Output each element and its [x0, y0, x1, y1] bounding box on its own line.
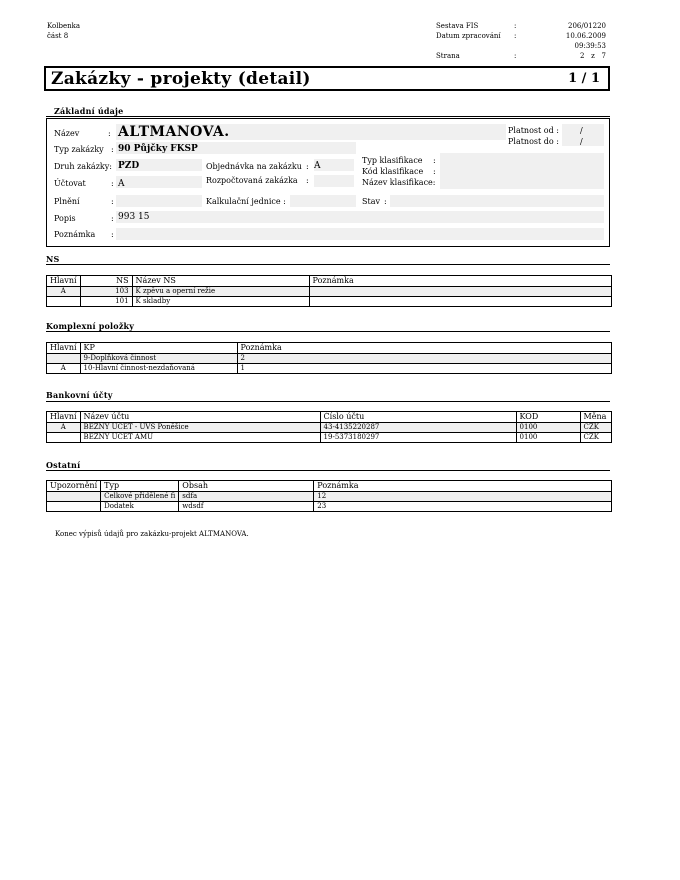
section-ns-title: NS — [46, 254, 60, 264]
bank-table — [46, 411, 612, 443]
table-cell — [309, 297, 611, 307]
table-cell — [47, 492, 101, 502]
column-header: Hlavní — [47, 412, 81, 423]
colon: : — [433, 156, 436, 165]
table-cell: 101 — [80, 297, 132, 307]
popis-field-bg — [116, 211, 604, 223]
other-table — [46, 480, 612, 512]
table-cell: 1 — [237, 364, 611, 374]
colon: : — [111, 197, 114, 206]
table-cell: 10-Hlavní činnost-nezdaňovaná — [80, 364, 237, 374]
table-row — [47, 502, 612, 512]
nazev-value: ALTMANOVA. — [118, 124, 230, 140]
table-cell: BĚŽNÝ ÚČET AMU — [80, 433, 320, 443]
table-cell: K skladby — [132, 297, 309, 307]
platnost-od-label: Platnost od : — [508, 126, 559, 135]
colon: : — [111, 214, 114, 223]
title-box — [44, 66, 610, 91]
colon: : — [108, 129, 111, 138]
colon: : — [306, 162, 309, 171]
colon: : — [111, 145, 114, 154]
table-cell: sdfa — [179, 492, 314, 502]
platnost-do-value: / — [580, 137, 583, 146]
table-row — [47, 354, 612, 364]
section-basic-title: Základní údaje — [54, 106, 124, 116]
poznamka-label: Poznámka — [54, 230, 96, 239]
colon: : — [384, 197, 387, 206]
column-header: KP — [80, 343, 237, 354]
popis-value: 993 15 — [118, 212, 150, 222]
platnost-do-label: Platnost do : — [508, 137, 559, 146]
column-header: Upozornění — [47, 481, 101, 492]
report-label: Sestava FIS — [436, 22, 479, 30]
column-header: Hlavní — [47, 276, 81, 287]
table-cell — [47, 433, 81, 443]
title-page-number: 1 / 1 — [568, 71, 600, 86]
ucet-field-bg — [116, 176, 202, 188]
rozpocet-field-bg — [314, 175, 354, 187]
table-cell: CZK — [580, 433, 611, 443]
table-cell: 9-Doplňková činnost — [80, 354, 237, 364]
colon: : — [306, 176, 309, 185]
column-header: KOD — [516, 412, 580, 423]
table-row — [47, 492, 612, 502]
druh-label: Druh zakázky: — [54, 162, 112, 171]
table-cell: 43-4135220287 — [320, 423, 516, 433]
column-header: Číslo účtu — [320, 412, 516, 423]
platnost-od-value: / — [580, 126, 583, 135]
column-header: Poznámka — [237, 343, 611, 354]
table-cell: A — [47, 423, 81, 433]
table-cell: BĚŽNÝ ÚČET - ÚVS Poněšice — [80, 423, 320, 433]
column-header: Typ — [101, 481, 179, 492]
footer-note: Konec výpisů údajů pro zakázku-projekt ALTMANOVA. — [55, 530, 249, 538]
typ-klasifikace-label: Typ klasifikace — [362, 156, 423, 165]
part-label: část 8 — [47, 32, 69, 40]
plneni-field-bg — [116, 195, 202, 207]
table-row — [47, 287, 612, 297]
column-header: Měna — [580, 412, 611, 423]
table-header-row — [47, 481, 612, 492]
date-label: Datum zpracování — [436, 32, 501, 40]
ucet-label: Účtovat — [54, 179, 86, 188]
table-cell: 12 — [314, 492, 612, 502]
colon: : — [111, 179, 114, 188]
klasifikace-field-bg — [440, 153, 604, 189]
report-value: 206/01220 — [568, 22, 606, 30]
rozpocet-label: Rozpočtovaná zakázka — [206, 176, 298, 185]
column-header: Obsah — [179, 481, 314, 492]
column-header: NS — [80, 276, 132, 287]
table-row — [47, 364, 612, 374]
ucet-value: A — [118, 179, 125, 189]
page-label: Strana — [436, 52, 460, 60]
column-header: Hlavní — [47, 343, 81, 354]
section-other-title: Ostatní — [46, 460, 81, 470]
nazev-label: Název — [54, 129, 80, 138]
table-cell: K zpěvu a operní režie — [132, 287, 309, 297]
table-cell — [47, 354, 81, 364]
popis-label: Popis — [54, 214, 76, 223]
divider — [46, 331, 610, 332]
column-header: Poznámka — [314, 481, 612, 492]
table-cell: Celkové přidělené fi — [101, 492, 179, 502]
kalk-field-bg — [290, 195, 356, 207]
section-kp-title: Komplexní položky — [46, 321, 135, 331]
page-title: Zakázky - projekty (detail) — [51, 69, 311, 89]
table-cell — [309, 287, 611, 297]
ns-table — [46, 275, 612, 307]
kod-klasifikace-label: Kód klasifikace — [362, 167, 424, 176]
section-bank-title: Bankovní účty — [46, 390, 113, 400]
organization-name: Kolbenka — [47, 22, 81, 30]
table-row — [47, 433, 612, 443]
table-cell — [47, 297, 81, 307]
table-row — [47, 423, 612, 433]
stav-field-bg — [390, 195, 604, 207]
objednavka-value: A — [314, 161, 321, 171]
colon: : — [433, 167, 436, 176]
divider — [46, 264, 610, 265]
table-cell — [47, 502, 101, 512]
nazev-klasifikace-label: Název klasifikace: — [362, 178, 436, 187]
druh-value: PZD — [118, 161, 140, 171]
table-cell: 2 — [237, 354, 611, 364]
table-cell: wdsdf — [179, 502, 314, 512]
kalk-label: Kalkulační jednice : — [206, 197, 286, 206]
table-header-row — [47, 276, 612, 287]
table-cell: 103 — [80, 287, 132, 297]
table-header-row — [47, 343, 612, 354]
date-value: 10.06.2009 09:39:53 — [565, 32, 606, 50]
platnost-field-bg — [562, 124, 604, 146]
table-row — [47, 297, 612, 307]
typ-label: Typ zakázky — [54, 145, 104, 154]
table-cell: 0100 — [516, 433, 580, 443]
table-cell: A — [47, 364, 81, 374]
table-cell: 0100 — [516, 423, 580, 433]
kp-table — [46, 342, 612, 374]
table-cell: Dodatek — [101, 502, 179, 512]
table-cell: A — [47, 287, 81, 297]
report-info: Sestava FIS : 206/01220 Datum zpracování : 10.06.2009 09:39:53 Strana : 2 z 7 — [436, 22, 606, 60]
table-header-row — [47, 412, 612, 423]
divider — [46, 470, 610, 471]
plneni-label: Plnění — [54, 197, 80, 206]
column-header: Poznámka — [309, 276, 611, 287]
divider — [46, 401, 610, 402]
typ-value: 90 Půjčky FKSP — [118, 144, 198, 154]
colon: : — [111, 230, 114, 239]
column-header: Název účtu — [80, 412, 320, 423]
stav-label: Stav — [362, 197, 380, 206]
poznamka-field-bg — [116, 228, 604, 240]
table-cell: 19-5373180297 — [320, 433, 516, 443]
column-header: Název NS — [132, 276, 309, 287]
table-cell: 23 — [314, 502, 612, 512]
table-cell: CZK — [580, 423, 611, 433]
objednavka-label: Objednávka na zakázku — [206, 162, 302, 171]
divider — [46, 116, 610, 117]
page-value: 2 z 7 — [580, 52, 606, 60]
